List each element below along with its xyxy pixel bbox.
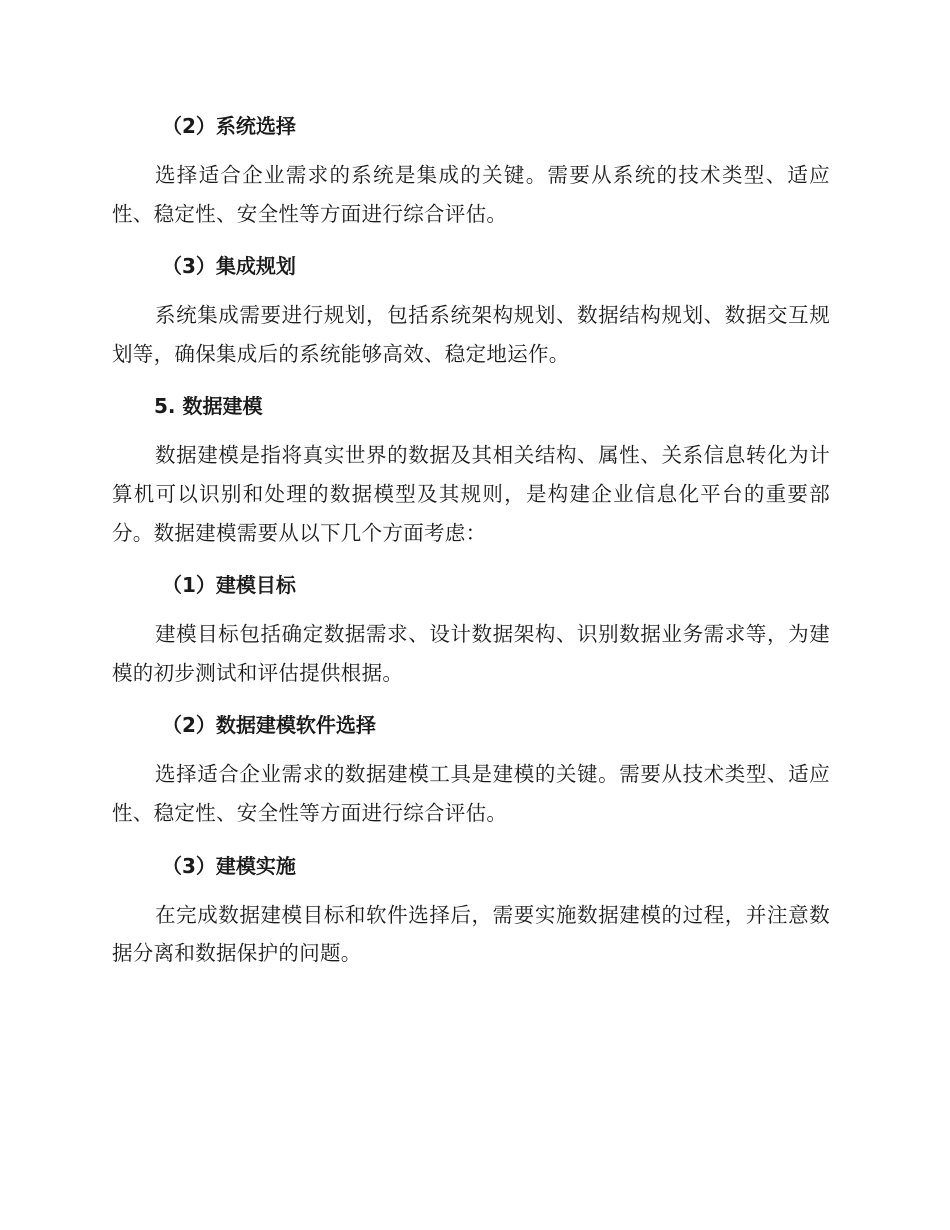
section-heading-modeling-goals: （1）建模目标 [162,573,296,598]
paragraph-integration-planning: 系统集成需要进行规划，包括系统架构规划、数据结构规划、数据交互规划等，确保集成后的系统能够高效、稳定地运作。 [112,303,830,366]
paragraph-software-selection: 选择适合企业需求的数据建模工具是建模的关键。需要从技术类型、适应性、稳定性、安全性等方面进行综合评估。 [112,762,830,825]
section-heading-software-selection: （2）数据建模软件选择 [162,713,376,738]
section-heading-modeling-implementation: （3）建模实施 [162,853,296,878]
section-heading-integration-planning: （3）集成规划 [162,254,296,279]
paragraph-system-selection: 选择适合企业需求的系统是集成的关键。需要从系统的技术类型、适应性、稳定性、安全性等方面进行综合评估。 [112,163,830,226]
section-heading-system-selection: （2）系统选择 [162,114,296,138]
paragraph-modeling-goals: 建模目标包括确定数据需求、设计数据架构、识别数据业务需求等，为建模的初步测试和评估提供根据。 [112,622,830,685]
paragraph-modeling-implementation: 在完成数据建模目标和软件选择后，需要实施数据建模的过程，并注意数据分离和数据保护的问题。 [112,902,830,966]
chapter-heading-data-modeling: 5. 数据建模 [154,394,263,419]
paragraph-data-modeling-intro: 数据建模是指将真实世界的数据及其相关结构、属性、关系信息转化为计算机可以识别和处理的数据模型及其规则，是构建企业信息化平台的重要部分。数据建模需要从以下几个方面考虑： [112,443,830,545]
document-page [112,104,830,984]
